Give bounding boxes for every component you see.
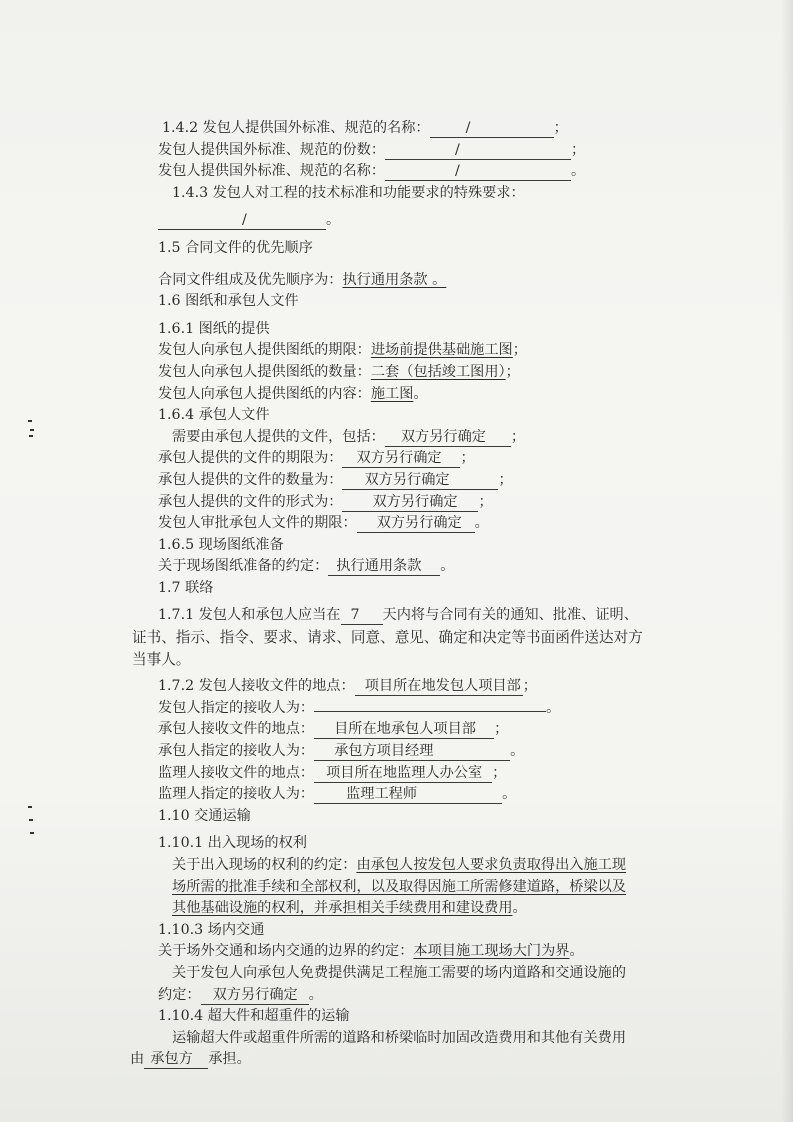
field-value: 7 bbox=[350, 607, 360, 624]
line-1-4-2-name bbox=[158, 118, 650, 140]
text: 合同文件组成及优先顺序为： bbox=[158, 271, 343, 288]
text: 承包人提供的文件的形式为： bbox=[158, 493, 343, 510]
heading-1-10-4 bbox=[158, 1006, 650, 1028]
heading-1-10-1 bbox=[158, 833, 650, 855]
text: 约定： bbox=[158, 986, 201, 1003]
fill-field bbox=[385, 429, 511, 447]
line-1-7-1-end bbox=[132, 649, 650, 671]
line-1-7-2 bbox=[158, 676, 650, 698]
text: 。 bbox=[326, 212, 341, 229]
field-value: 双方另行确定 bbox=[400, 428, 486, 445]
field-value: 双方另行确定 bbox=[364, 471, 450, 488]
line-site-drawings bbox=[158, 556, 650, 578]
text: 1.4.3 发包人对工程的技术标准和功能要求的特殊要求： bbox=[172, 184, 525, 201]
fill-field bbox=[430, 120, 554, 138]
fill-field bbox=[342, 450, 460, 468]
line-standard-copies bbox=[158, 140, 650, 162]
fill-field bbox=[355, 678, 523, 696]
line-access-rights-end bbox=[158, 898, 650, 920]
field-value: 项目所在地发包人项目部 bbox=[364, 678, 521, 695]
section-heading: 1.6.1 图纸的提供 bbox=[158, 320, 270, 337]
text: 关于发包人向承包人免费提供满足工程施工需要的场内道路和交通设施的 bbox=[172, 964, 627, 981]
text: 关于现场图纸准备的约定： bbox=[158, 558, 329, 575]
fill-field bbox=[328, 558, 440, 576]
text: 承包人提供的文件的期限为： bbox=[158, 450, 343, 467]
text: 1.4.2 发包人提供国外标准、规范的名称： bbox=[162, 120, 430, 136]
text: 关于出入现场的权利的约定： bbox=[172, 857, 357, 873]
field-value: 双方另行确定 bbox=[356, 450, 442, 467]
line-contractor-address bbox=[158, 719, 650, 741]
field-value: 执行通用条款 bbox=[336, 558, 422, 575]
field-value: 二套（包括竣工图用） bbox=[370, 363, 506, 380]
field-value: 承包方项目经理 bbox=[334, 743, 434, 760]
fill-field bbox=[357, 515, 475, 533]
fill-field bbox=[314, 765, 492, 783]
line-1-4-3 bbox=[158, 183, 650, 205]
field-value: 本项目施工现场大门为界 bbox=[413, 943, 570, 960]
text: ； bbox=[460, 450, 475, 467]
fill-field bbox=[314, 786, 502, 804]
line-contractor-docs bbox=[158, 427, 650, 449]
text: 监理人接收文件的地点： bbox=[158, 764, 315, 781]
field-value: 场所需的批准手续和全部权利，以及取得因施工所需修建道路，桥梁以及 bbox=[172, 878, 627, 895]
line-supervisor-address bbox=[158, 763, 650, 785]
line-employer-recipient bbox=[158, 698, 650, 720]
text: 发包人提供国外标准、规范的名称： bbox=[158, 163, 386, 180]
text: ； bbox=[522, 678, 537, 695]
text: 运输超大件或超重件所需的道路和桥梁临时加固改造费用和其他有关费用 bbox=[172, 1029, 627, 1046]
text: 。 bbox=[308, 986, 323, 1003]
text: 1.7.2 发包人接收文件的地点： bbox=[158, 678, 355, 695]
text: 发包人向承包人提供图纸的期限： bbox=[158, 342, 371, 359]
field-value: 双方另行确定 bbox=[376, 515, 462, 532]
line-standard-name-2 bbox=[158, 161, 650, 183]
heading-1-6 bbox=[158, 291, 650, 313]
text: 当事人。 bbox=[132, 650, 191, 668]
field-value: 目所在地承包人项目部 bbox=[334, 721, 476, 738]
text: 。 bbox=[546, 699, 561, 716]
text: 。 bbox=[510, 743, 525, 760]
field-value: 双方另行确定 bbox=[372, 493, 458, 510]
line-special-req-field bbox=[158, 210, 650, 232]
fill-field bbox=[342, 472, 498, 490]
text: 发包人审批承包人文件的期限： bbox=[158, 515, 357, 532]
fill-field bbox=[385, 163, 571, 181]
field-value: 其他基础设施的权利，并承担相关手续费用和建设费用 bbox=[172, 900, 513, 917]
section-heading: 1.6.4 承包人文件 bbox=[158, 407, 270, 424]
line-supervisor-recipient bbox=[158, 784, 650, 806]
field-value: / bbox=[465, 120, 471, 136]
line-1-7-1-cont bbox=[132, 627, 650, 649]
text: ； bbox=[498, 471, 513, 488]
field-value: / bbox=[455, 163, 460, 180]
text: 承担。 bbox=[208, 1051, 251, 1068]
fill-field bbox=[314, 711, 546, 712]
fill-field bbox=[314, 743, 510, 761]
fill-field bbox=[158, 212, 326, 230]
heading-1-10 bbox=[158, 806, 650, 828]
text: ； bbox=[510, 428, 526, 445]
text: 承包人接收文件的地点： bbox=[158, 721, 315, 738]
line-free-roads bbox=[158, 963, 650, 985]
line-docs-deadline bbox=[158, 448, 650, 470]
text: 发包人提供国外标准、规范的份数： bbox=[158, 141, 386, 158]
text: 。 bbox=[571, 163, 586, 180]
text: ； bbox=[505, 363, 520, 380]
line-traffic-boundary bbox=[158, 941, 650, 963]
field-value: 进场前提供基础施工图 bbox=[370, 342, 513, 359]
text: ； bbox=[512, 342, 527, 359]
field-value: 施工图 bbox=[370, 385, 414, 402]
section-heading: 1.10.3 场内交通 bbox=[158, 921, 265, 938]
fill-field bbox=[314, 721, 494, 739]
page-edge-shadow bbox=[781, 0, 793, 1122]
section-heading: 1.10.4 超大件和超重件的运输 bbox=[158, 1008, 350, 1025]
line-docs-count bbox=[158, 470, 650, 492]
text: 证书、指示、指令、要求、请求、同意、意见、确定和决定等书面函件送达对方 bbox=[132, 629, 643, 647]
line-drawing-content bbox=[158, 384, 650, 406]
line-free-roads-agreement bbox=[158, 985, 650, 1007]
text: 发包人指定的接收人为： bbox=[158, 699, 315, 716]
line-access-rights-cont bbox=[158, 877, 650, 899]
field-value: 承包方 bbox=[150, 1051, 193, 1068]
fill-field bbox=[144, 1051, 208, 1069]
text: 承包人指定的接收人为： bbox=[158, 743, 315, 760]
fill-field bbox=[201, 987, 309, 1005]
heading-1-6-1 bbox=[158, 319, 650, 341]
fill-field bbox=[342, 494, 478, 512]
field-value: 执行通用条款 。 bbox=[342, 271, 447, 288]
text: 。 bbox=[413, 385, 428, 402]
heading-1-10-3 bbox=[158, 920, 650, 942]
fill-field bbox=[341, 607, 383, 625]
text: 关于场外交通和场内交通的边界的约定： bbox=[158, 943, 414, 960]
field-value: 项目所在地监理人办公室 bbox=[326, 764, 483, 781]
text: 发包人向承包人提供图纸的内容： bbox=[158, 385, 371, 402]
text: 。 bbox=[569, 943, 584, 960]
fill-field bbox=[385, 142, 571, 160]
section-heading: 1.10.1 出入现场的权利 bbox=[158, 835, 307, 852]
heading-1-6-5 bbox=[158, 535, 650, 557]
heading-1-7 bbox=[158, 578, 650, 600]
text: 。 bbox=[440, 558, 455, 575]
text: 天内将与合同有关的通知、批准、证明、 bbox=[382, 607, 638, 624]
text: ； bbox=[492, 764, 507, 781]
line-docs-form bbox=[158, 492, 650, 514]
section-heading: 1.6 图纸和承包人文件 bbox=[158, 293, 299, 310]
contract-text bbox=[130, 118, 650, 1071]
text: 。 bbox=[474, 515, 489, 532]
line-docs-approval bbox=[158, 513, 650, 535]
line-contractor-recipient bbox=[158, 741, 650, 763]
line-drawing-deadline bbox=[158, 340, 650, 362]
field-value: / bbox=[455, 141, 460, 158]
line-1-7-1 bbox=[158, 605, 650, 627]
text: 承包人提供的文件的数量为： bbox=[158, 471, 343, 488]
section-heading: 1.6.5 现场图纸准备 bbox=[158, 536, 284, 553]
heading-1-6-4 bbox=[158, 405, 650, 427]
text: ； bbox=[553, 120, 568, 136]
field-value: / bbox=[242, 212, 247, 229]
text: 需要由承包人提供的文件，包括： bbox=[172, 428, 385, 445]
line-drawing-count bbox=[158, 362, 650, 384]
text: 监理人指定的接收人为： bbox=[158, 786, 315, 803]
text: ； bbox=[494, 721, 509, 738]
text: 由 bbox=[130, 1051, 145, 1068]
line-access-rights bbox=[158, 855, 650, 877]
section-heading: 1.10 交通运输 bbox=[158, 807, 251, 824]
field-value: 双方另行确定 bbox=[212, 986, 298, 1003]
line-priority bbox=[158, 270, 650, 292]
field-value: 监理工程师 bbox=[346, 786, 418, 803]
text: ； bbox=[478, 493, 493, 510]
text: ； bbox=[571, 141, 586, 158]
line-oversize-cost-end bbox=[130, 1049, 650, 1071]
heading-1-5 bbox=[158, 238, 650, 260]
text: 发包人向承包人提供图纸的数量： bbox=[158, 363, 371, 380]
field-value: 由承包人按发包人要求负责取得出入施工现 bbox=[356, 857, 627, 873]
text: 1.7.1 发包人和承包人应当在 bbox=[158, 607, 341, 624]
section-heading: 1.5 合同文件的优先顺序 bbox=[158, 239, 313, 256]
text: 。 bbox=[512, 900, 527, 917]
text: 。 bbox=[502, 786, 517, 803]
section-heading: 1.7 联络 bbox=[158, 579, 214, 596]
line-oversize-cost bbox=[158, 1028, 650, 1050]
